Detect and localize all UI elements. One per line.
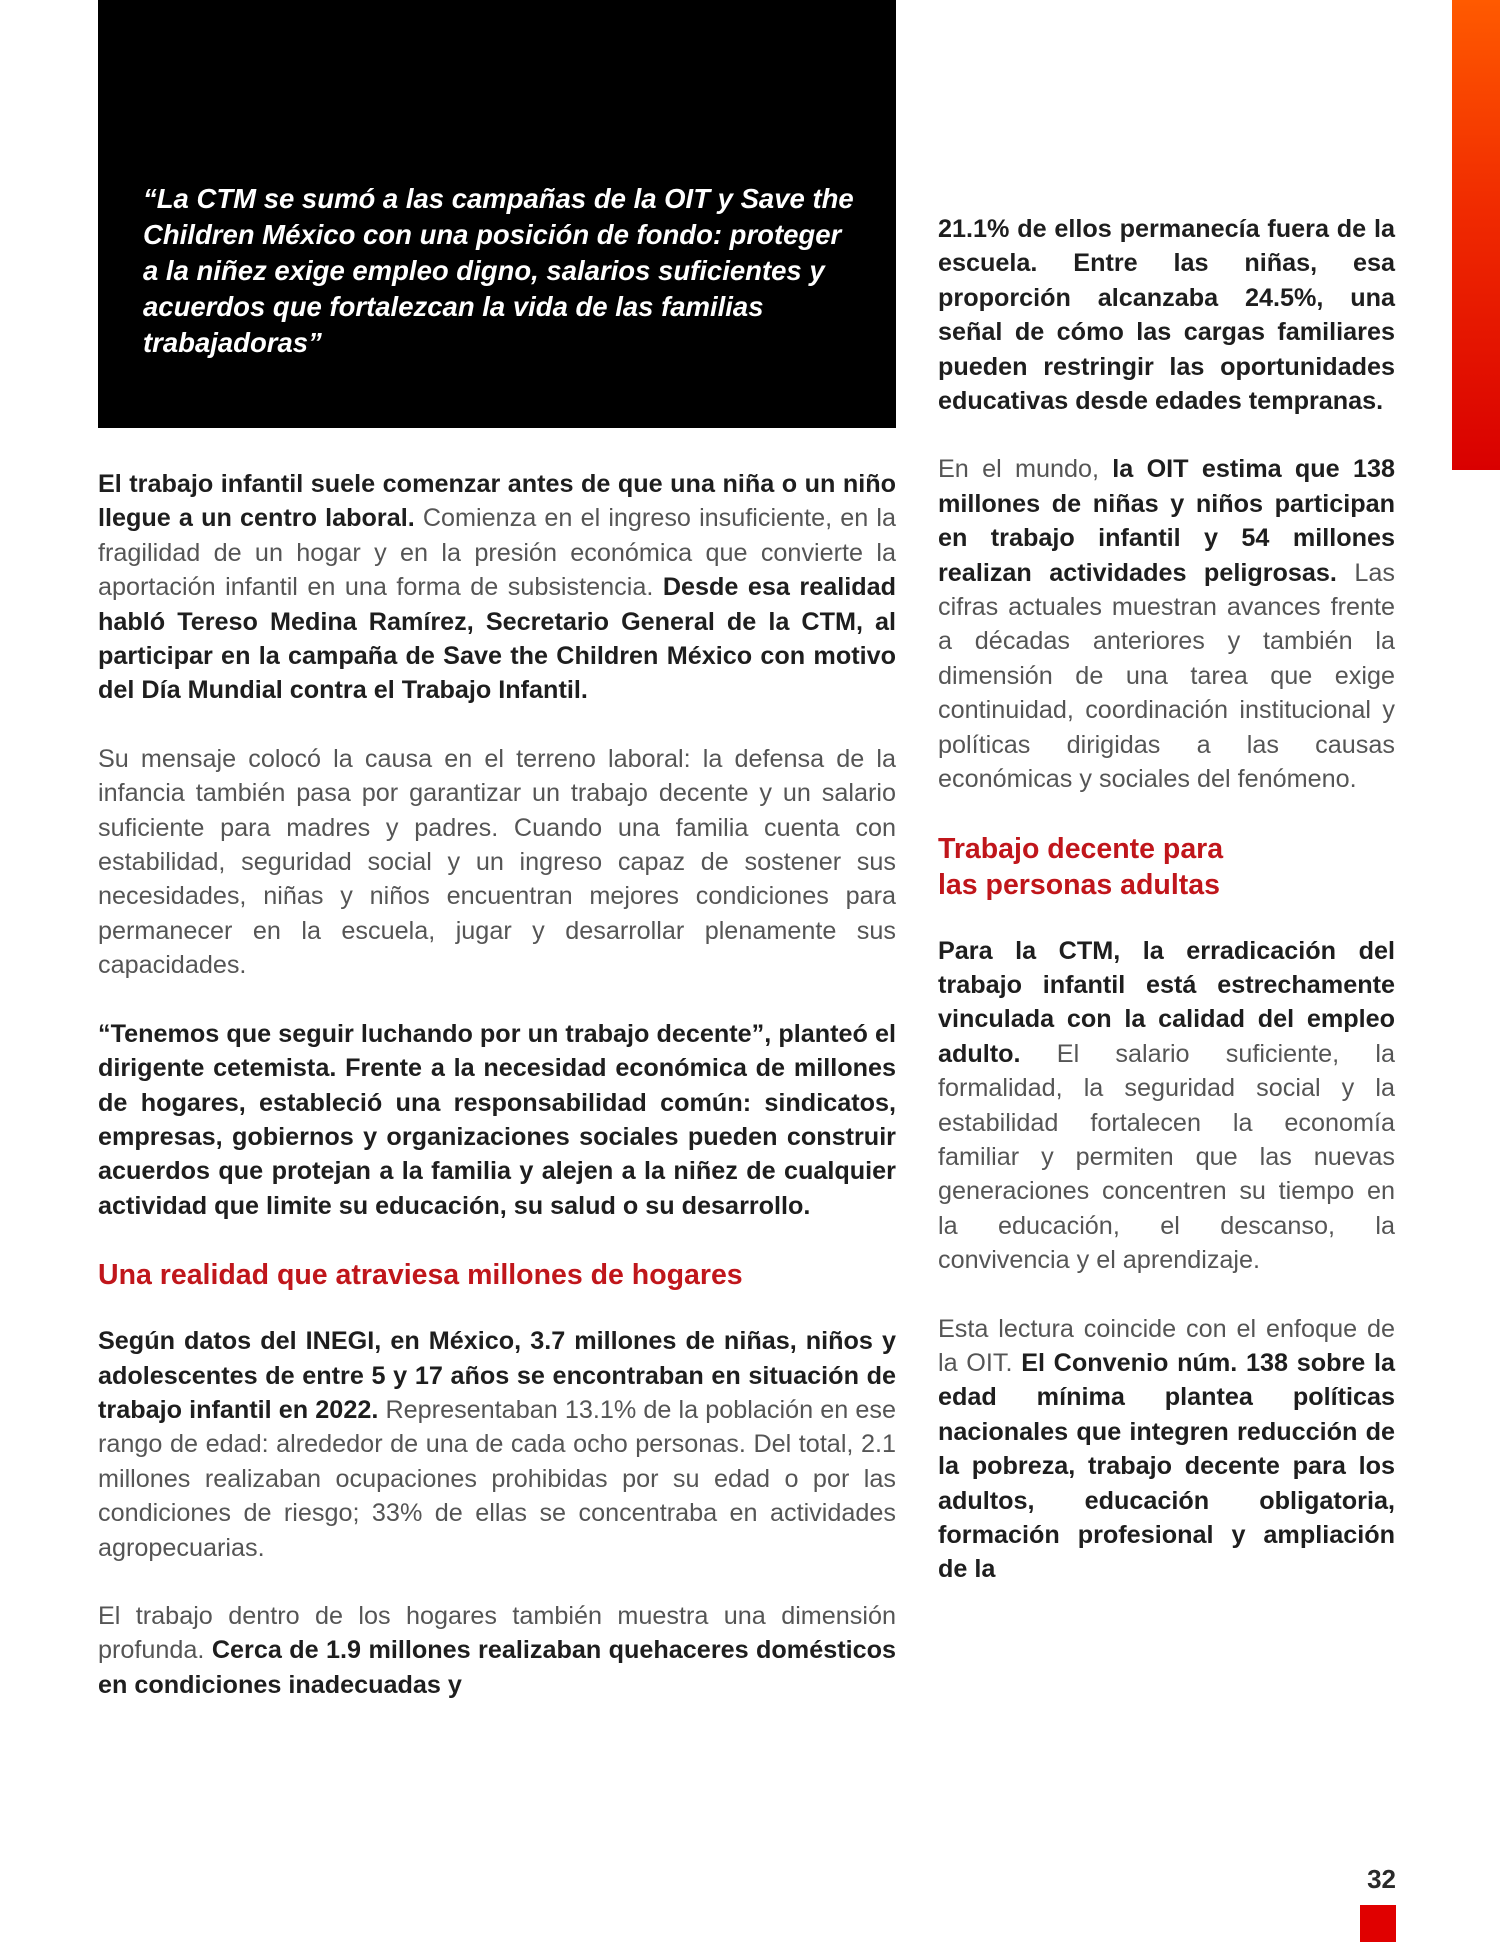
world-text-2: Las cifras actuales muestran avances frente a décadas anteriores y también la dimensión de una tarea que exige continuidad, coordinación institucional y políticas dirigidas a las causas económicas y sociales del fenómeno. — [938, 558, 1395, 794]
paragraph-message — [98, 742, 896, 983]
world-bold: la OIT estima que 138 millones de niñas y niños participan en trabajo infantil y 54 millones realizan actividades peligrosas. — [938, 455, 1395, 587]
intro-text: Comienza en el ingreso insuficiente, en la fragilidad de un hogar y en la presión económica que convierte la aportación infantil en una forma de subsistencia. — [98, 504, 896, 602]
paragraph-school — [938, 212, 1395, 418]
paragraph-households — [98, 1599, 896, 1702]
paragraph-intro — [98, 467, 896, 708]
section-heading-reality: Una realidad que atraviesa millones de hogares — [98, 1259, 743, 1292]
world-text: En el mundo, — [938, 455, 1113, 484]
page-number-marker — [1360, 1905, 1396, 1942]
oit-text: Esta lectura coincide con el enfoque de la OIT. — [938, 1314, 1395, 1377]
left-column — [98, 467, 896, 1736]
ctm-bold: Para la CTM, la erradicación del trabajo infantil está estrechamente vinculada con la calidad del empleo adulto. — [938, 936, 1395, 1068]
message-text: Su mensaje colocó la causa en el terreno laboral: la defensa de la infancia también pasa por garantizar un trabajo decente y un salario suficiente para madres y padres. Cuando una familia cuenta con estabilidad, seguridad social y un ingreso capaz de sostener sus necesidades, niñas y niños encuentran mejores condiciones para permanecer en la escuela, jugar y desarrollar plenamente sus capacidades. — [98, 744, 896, 980]
paragraph-world — [938, 452, 1395, 796]
school-bold: 21.1% de ellos permanecía fuera de la escuela. Entre las niñas, esa proporción alcanzaba 24.5%, una señal de cómo las cargas familiares pueden restringir las oportunidades educativas desde edades tempranas. — [938, 215, 1395, 416]
paragraph-oit — [938, 1312, 1395, 1587]
paragraph-quote — [98, 1017, 896, 1223]
inegi-text: Representaban 13.1% de la población en ese rango de edad: alrededor de una de cada ocho personas. Del total, 2.1 millones realizaban ocupaciones prohibidas por su edad o por las condiciones de riesgo; 33% de ellas se concentraba en actividades agropecuarias. — [98, 1395, 896, 1562]
heading-line-1: Trabajo decente para — [938, 832, 1224, 865]
intro-bold-2: Desde esa realidad habló Tereso Medina Ramírez, Secretario General de la CTM, al participar en la campaña de Save the Children México con motivo del Día Mundial contra el Trabajo Infantil. — [98, 573, 896, 705]
quote-bold: “Tenemos que seguir luchando por un trabajo decente”, planteó el dirigente cetemista. Frente a la necesidad económica de millones de hogares, estableció una responsabilidad común: sindicatos, empresas, gobiernos y organizaciones sociales pueden construir acuerdos que protejan a la familia y alejen a la niñez de cualquier actividad que limite su educación, su salud o su desarrollo. — [98, 1019, 896, 1220]
households-text: El trabajo dentro de los hogares también muestra una dimensión profunda. — [98, 1601, 896, 1665]
pull-quote: “La CTM se sumó a las campañas de la OIT y Save the Children México con una posición de fondo: proteger a la niñez exige empleo digno, salarios suficientes y acuerdos que fortalezcan la vida de las familias trabajadoras” — [143, 183, 854, 358]
oit-bold: El Convenio núm. 138 sobre la edad mínima plantea políticas nacionales que integren reducción de la pobreza, trabajo decente para los adultos, educación obligatoria, formación profesional y ampliación de la — [938, 1348, 1395, 1584]
decorative-side-bar — [1452, 0, 1500, 470]
paragraph-ctm — [938, 934, 1395, 1278]
households-bold: Cerca de 1.9 millones realizaban quehaceres domésticos en condiciones inadecuadas y — [98, 1636, 897, 1699]
paragraph-inegi — [98, 1324, 896, 1565]
right-column — [938, 212, 1395, 1621]
inegi-bold: Según datos del INEGI, en México, 3.7 millones de niñas, niños y adolescentes de entre 5 y 17 años se encontraban en situación de trabajo infantil en 2022. — [98, 1327, 896, 1424]
section-heading-decent-work — [938, 831, 1395, 903]
ctm-text: El salario suficiente, la formalidad, la seguridad social y la estabilidad fortalecen la economía familiar y permiten que las nuevas generaciones concentren su tiempo en la educación, el descanso, la convivencia y el aprendizaje. — [938, 1039, 1395, 1275]
intro-bold: El trabajo infantil suele comenzar antes de que una niña o un niño llegue a un centro laboral. — [98, 470, 896, 533]
page-number: 32 — [1367, 1864, 1396, 1894]
heading-line-2: las personas adultas — [938, 868, 1220, 901]
